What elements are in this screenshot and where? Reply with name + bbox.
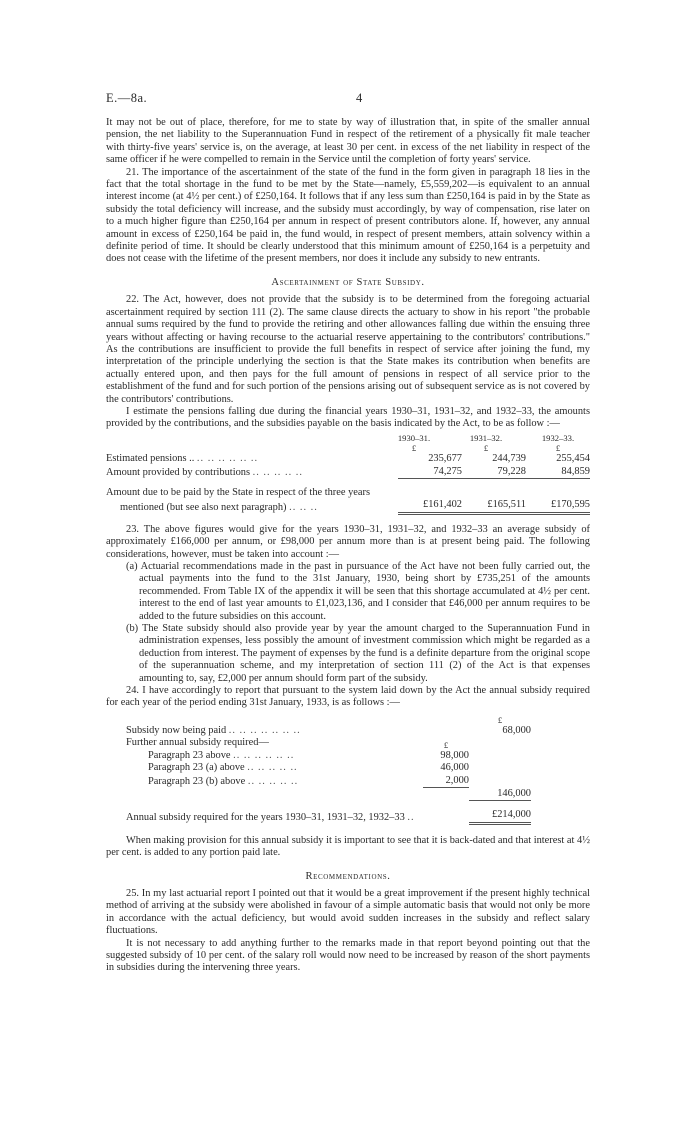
paragraph-backdated: When making provision for this annual subsidy it is important to see that it is back-dated and that interest at 4½ per cent. is added to any portion paid late. bbox=[106, 834, 590, 859]
row-label: Paragraph 23 above bbox=[148, 749, 231, 761]
table-cell: 235,677 bbox=[428, 453, 462, 465]
paragraph-24: 24. I have accordingly to report that pursuant to the system laid down by the Act the annual subsidy required for each year of the period ending 31st January, 1933, is as follows :— bbox=[106, 685, 590, 709]
paragraph-23: 23. The above figures would give for the years 1930–31, 1931–32, and 1932–33 an average subsidy of approximately £166,000 per annum, or £98,000 per annum more than is at present being paid. The following considerations, however, must be taken into account :— bbox=[106, 523, 590, 560]
paragraph-21: 21. The importance of the ascertainment of the state of the fund in the form given in paragraph 18 lies in the fact that the total shortage in the fund to be met by the State—namely, £5,559,202—is equivalent to an annual interest income (at 4½ per cent.) of £250,164. It follows that if any less sum than £250,164 is paid in by the State as subsidy the total deficiency will increase, and the subsidy must accordingly, by way of compensation, rise later on to a much higher figure than £250,164 per annum in respect of present contributors alone. If, however, any annual amount in excess of £250,164 be paid in, the fund would, in respect of present members, attain solvency within a definite period of time. It should be clearly understood that this minimum amount of £250,164 is a perpetuity and does not cease with the lifetime of the present members, nor does it include any subsidy to new entrants. bbox=[106, 166, 590, 265]
table-cell: 79,228 bbox=[462, 466, 526, 479]
paragraph-23-subitems bbox=[106, 561, 590, 685]
unit-label: £ bbox=[497, 714, 503, 725]
table-row bbox=[126, 737, 531, 749]
pension-table-units bbox=[106, 444, 590, 453]
table-cell: 98,000 bbox=[440, 749, 469, 761]
table-row bbox=[106, 487, 590, 499]
table-row bbox=[126, 788, 531, 801]
table-row bbox=[126, 725, 531, 737]
dot-leaders: .. .. .. .. .. bbox=[252, 466, 303, 478]
table-cell: 146,000 bbox=[469, 788, 531, 801]
table-total-cell: £170,595 bbox=[526, 499, 590, 514]
paragraph-22: 22. The Act, however, does not provide that the subsidy is to be determined from the foregoing actuarial ascertainment required by section 111 (2). The same clause directs the actuary to show in his report "the probable annual sums required by the fund to provide the retiring and other allowances falling due within the ensuing three years without affecting or having recourse to the actuarial reserve appertaining to the contributors' contributions." As the contributions are insufficient to provide the full benefits in respect of service after joining the fund, my interpretation of the principle underlying the section is that the State makes its contribution when benefits are actually entered upon, and then pays for the full amount of pensions in respect of all service prior to the establishment of the fund and for such portion of the pensions arising out of subsequent service as is not covered by the contributors' contributions. bbox=[106, 294, 590, 405]
table-total-row bbox=[126, 809, 531, 824]
unit-label: £ bbox=[411, 443, 417, 454]
row-label: Amount due to be paid by the State in respect of the three years bbox=[106, 486, 371, 498]
paragraph-22-estimate: I estimate the pensions falling due during the financial years 1930–31, 1931–32, and 1932–33, the amounts provided by the contributions, and the subsidies payable on the basis indicated by the Act, to be as follow :— bbox=[106, 405, 590, 430]
paragraph-23b: (b) The State subsidy should also provide year by year the amount charged to the Superannuation Fund in administration expenses, less possibly the amount of investment commission which might be regarded as a deduction from interest. The payment of expenses by the fund is a definite departure from the original scope of the superannuation scheme, and my interpretation of section 111 (2) of the Act is that expenses amounting to, say, £2,000 per annum should form part of the subsidy. bbox=[126, 623, 590, 684]
dot-leaders: .. .. .. .. .. .. bbox=[233, 749, 295, 761]
document-reference: E.—8a. bbox=[106, 91, 148, 105]
row-label: Subsidy now being paid bbox=[126, 724, 227, 736]
row-label: Annual subsidy required for the years 1930–31, 1931–32, 1932–33 bbox=[126, 812, 405, 824]
table-row bbox=[126, 775, 531, 788]
table-total-row bbox=[106, 499, 590, 514]
table-row bbox=[126, 750, 531, 762]
table-cell: 84,859 bbox=[526, 466, 590, 479]
pension-table bbox=[106, 432, 590, 515]
table-total-cell: £165,511 bbox=[462, 499, 526, 514]
table-cell: 46,000 bbox=[440, 762, 469, 774]
table-row bbox=[106, 453, 590, 465]
row-label: Further annual subsidy required— bbox=[126, 737, 269, 749]
table-row bbox=[106, 466, 590, 479]
year-header: 1932–33. bbox=[541, 432, 575, 443]
unit-label: £ bbox=[443, 739, 449, 750]
row-label: mentioned (but see also next paragraph) bbox=[120, 502, 287, 514]
subsidy-table bbox=[126, 716, 531, 825]
subsidy-unit-row bbox=[126, 716, 531, 725]
paragraph-25-continued: It is not necessary to add anything further to the remarks made in that report beyond pointing out that the suggested subsidy of 10 per cent. of the salary roll would now need to be increased by reason of the short payments in subsidies during the intervening three years. bbox=[106, 937, 590, 974]
row-label: Paragraph 23 (b) above bbox=[148, 775, 246, 787]
section-heading-state-subsidy: Ascertainment of State Subsidy. bbox=[271, 276, 425, 288]
unit-label: £ bbox=[555, 443, 561, 454]
dot-leaders: .. .. .. .. .. .. .. bbox=[228, 724, 301, 736]
row-label: Estimated pensions .. bbox=[106, 453, 195, 465]
page-number: 4 bbox=[356, 91, 363, 105]
page-header bbox=[106, 92, 594, 106]
section-heading-recommendations: Recommendations. bbox=[305, 870, 391, 882]
table-cell: 255,454 bbox=[556, 453, 590, 465]
unit-label: £ bbox=[483, 443, 489, 454]
table-cell: 68,000 bbox=[502, 724, 531, 736]
paragraph-23a: (a) Actuarial recommendations made in the past in pursuance of the Act have not been fully carried out, the actual payments into the fund to the 31st January, 1930, being short by £735,251 of the amounts recommended. From Table IX of the appendix it will be seen that this shortage accumulated at 4½ per cent. interest to the end of last year amounts to £1,023,136, and I consider that £46,000 per annum requires to be added to the future subsidies on this account. bbox=[126, 561, 590, 622]
dot-leaders: .. .. .. .. .. bbox=[247, 775, 299, 787]
table-row bbox=[126, 762, 531, 774]
table-cell: 74,275 bbox=[398, 466, 462, 479]
row-label: Amount provided by contributions bbox=[106, 466, 251, 478]
paragraph-opening: It may not be out of place, therefore, for me to state by way of illustration that, in spite of the smaller annual pension, the net liability to the Superannuation Fund in respect of the retirement of a physically fit male teacher with thirty-five years' service is, on the average, at least 30 per cent. in excess of the net liability in respect of the same officer if he were compelled to remain in the Service until the completion of forty years' service. bbox=[106, 117, 590, 166]
dot-leaders: .. .. .. .. .. .. bbox=[196, 453, 259, 465]
dot-leaders: .. bbox=[407, 812, 415, 824]
year-header: 1931–32. bbox=[469, 432, 503, 443]
table-total-cell: £214,000 bbox=[469, 809, 531, 824]
paragraph-25: 25. In my last actuarial report I pointed out that it would be a great improvement if the present highly technical method of arriving at the subsidy were abolished in favour of a simple automatic basis that would not only be more in accordance with the actual deficiency, but would avoid sudden increases in the subsidy and reflect salary fluctuations. bbox=[106, 887, 590, 937]
dot-leaders: .. .. .. bbox=[289, 502, 318, 514]
pension-table-header bbox=[106, 432, 590, 444]
table-cell: 244,739 bbox=[492, 453, 526, 465]
year-header: 1930–31. bbox=[397, 432, 431, 443]
document-body bbox=[106, 117, 590, 975]
dot-leaders: .. .. .. .. .. bbox=[247, 762, 298, 774]
row-label: Paragraph 23 (a) above bbox=[148, 762, 245, 774]
table-total-cell: £161,402 bbox=[398, 499, 462, 514]
table-cell: 2,000 bbox=[423, 775, 469, 788]
